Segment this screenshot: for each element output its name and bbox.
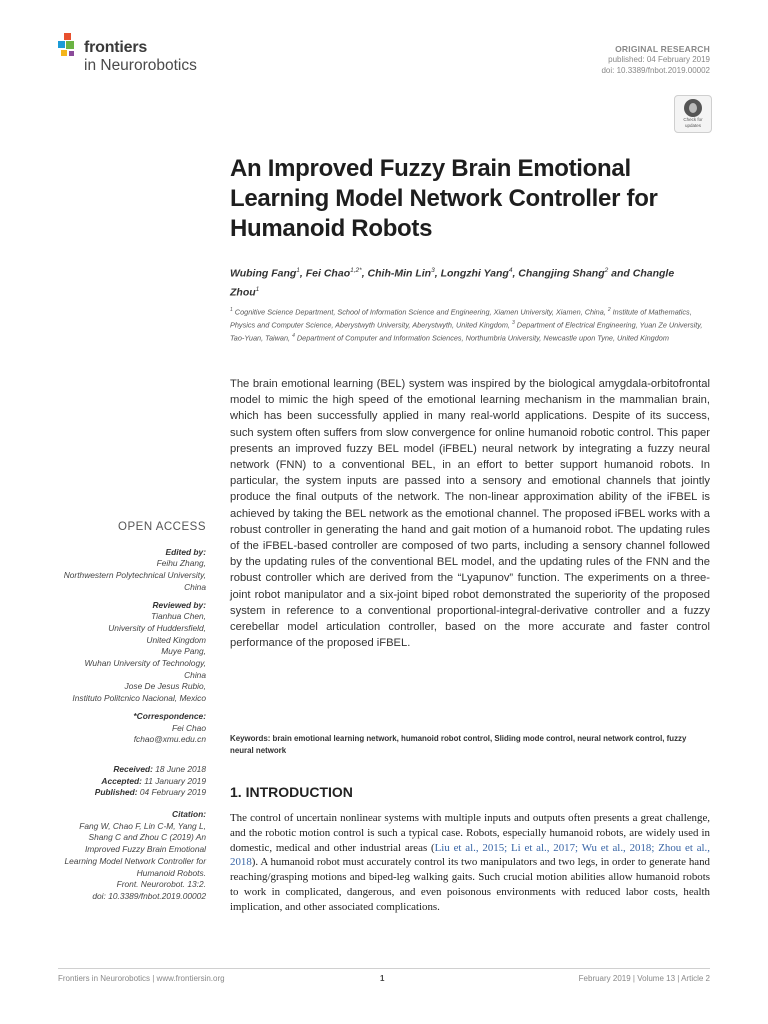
sidebar-line: Feihu Zhang, (156, 558, 206, 569)
sidebar-line: Muye Pang, (161, 646, 206, 657)
citation-link[interactable]: Liu et al., 2015; Li et al., 2017; Wu et al., 2018; Zhou et al., 2018 (230, 841, 710, 869)
check-updates-label: Check for updates (683, 117, 703, 128)
author-name[interactable]: Changle Zhou (230, 267, 675, 298)
author-affil-ref: 4 (508, 267, 513, 274)
footer-journal-link[interactable]: Frontiers in Neurorobotics | www.frontiersin.org (58, 974, 225, 983)
publisher-name: frontiers (84, 39, 148, 56)
received-date: Received: 18 June 2018 (113, 763, 206, 774)
published-date: published: 04 February 2019 (608, 55, 710, 64)
sidebar-line: Tianhua Chen, (151, 611, 206, 622)
open-access-label: OPEN ACCESS (118, 521, 206, 533)
sidebar-line: doi: 10.3389/fnbot.2019.00002 (92, 890, 206, 901)
sidebar-line: Improved Fuzzy Brain Emotional (84, 844, 206, 855)
author-affil-ref: 2 (604, 267, 609, 274)
correspondence-label: *Correspondence: (133, 710, 206, 721)
journal-name: in Neurorobotics (84, 57, 197, 74)
author-name[interactable]: Wubing Fang (230, 267, 297, 280)
dates (44, 764, 206, 799)
footer-divider (58, 968, 710, 969)
keywords: Keywords: brain emotional learning network, humanoid robot control, Sliding mode control, neural network control, fuzzy neural network (230, 734, 687, 755)
affil-number: 2 (607, 307, 611, 313)
author-name[interactable]: Longzhi Yang (440, 267, 509, 280)
sidebar-line: fchao@xmu.edu.cn (133, 734, 206, 745)
published-date-sidebar: Published: 04 February 2019 (94, 787, 206, 798)
author-list: Wubing Fang$^1$, Fei Chao$^{1,2*}$, Chih-Min Lin$^3$, Longzhi Yang$^4$, Changjing Shang$^2$ and Changle Zhou$^1$ (230, 267, 675, 298)
citation (44, 821, 206, 903)
abstract: The brain emotional learning (BEL) system was inspired by the biological amygdala-orbitofrontal model to mimic the high speed of the emotional learning mechanism in the mammalian brain, which has been successfully applied in many real-world applications. Despite of its success, such system often suffers from slow convergence for online humanoid robotic control. This paper presents an improved fuzzy BEL model (iFBEL) neural network by integrating a fuzzy neural network (FNN) to a conventional BEL, in an effort to better support humanoid robots. In particular, the system inputs are passed into a sensory and emotional channels that jointly produce the final outputs of the network. The non-linear approximation ability of the iFBEL is achieved by taking the BEL network as the emotional channel. The proposed iFBEL works with a robust controller in generating the hand and gait motion of a humanoid robot. The updating rules of the iFBEL-based controller are composed of two parts, including a sensory channel followed by the updating rules of the conventional BEL model, and the updating rules of the FNN and the robust controller which are derived from the “Lyapunov” function. The experiments on a three-joint robot manipulator and a six-joint biped robot demonstrated the superiority of the proposed system in reference to a conventional proportional-integral-derivative controller and a fuzzy cerebellar model articulation controller, based on the more accurate and faster control performance of the proposed iFBEL. (230, 378, 710, 650)
article-type: ORIGINAL RESEARCH (615, 44, 710, 54)
sidebar-line: Fei Chao (172, 722, 206, 733)
edited-by-label: Edited by: (165, 546, 206, 557)
sidebar-line: Front. Neurorobot. 13:2. (116, 879, 206, 890)
author-name[interactable]: Fei Chao (305, 267, 351, 280)
sidebar-line: Fang W, Chao F, Lin C-M, Yang L, (79, 820, 206, 831)
sidebar-line: Jose De Jesus Rubio, (124, 681, 206, 692)
sidebar-line: United Kingdom (146, 634, 206, 645)
affiliations (230, 305, 712, 345)
check-for-updates-button[interactable] (674, 95, 712, 133)
sidebar (44, 522, 206, 903)
check-updates-icon (684, 99, 702, 117)
sidebar-line: Learning Model Network Controller for (64, 855, 206, 866)
sidebar-line: Instituto Politcnico Nacional, Mexico (72, 693, 206, 704)
author-affil-ref: 1 (255, 285, 260, 293)
affil-number: 1 (230, 307, 233, 313)
affil-text: Department of Computer and Information Sciences, Northumbria University, Newcastle upon Tyne, United Kingdom (294, 333, 669, 343)
sidebar-line: Wuhan University of Technology, (84, 658, 206, 669)
affil-text: Cognitive Science Department, School of Information Science and Engineering, Xiamen University, Xiamen, China, (232, 307, 608, 317)
reviewed-by-label: Reviewed by: (152, 599, 206, 610)
affil-number: 4 (292, 333, 295, 340)
sidebar-line: China (184, 669, 206, 680)
doi: doi: 10.3389/fnbot.2019.00002 (601, 66, 710, 75)
author-affil-ref: 1 (296, 267, 300, 274)
sidebar-line: University of Huddersfield, (108, 622, 206, 633)
author-affil-ref: 1,2* (350, 267, 362, 274)
affil-text: Institute of Mathematics, Physics and Computer Science, Aberystwyth University, Aberystwyth, United Kingdom, (230, 307, 692, 330)
article-title: An Improved Fuzzy Brain Emotional Learning Model Network Controller for Humanoid Robots (230, 155, 658, 242)
sidebar-line: Humanoid Robots. (136, 867, 206, 878)
body-text: The control of uncertain nonlinear systems with multiple inputs and outputs often presents a great challenge, and the robotic motion control is such a typical case. Robots, especially humanoid robots, are widely used in domestic, medical and other industrial areas ( (230, 812, 710, 854)
frontiers-logo-icon (58, 33, 82, 61)
footer-volume-info: February 2019 | Volume 13 | Article 2 (578, 974, 710, 983)
journal-logo (58, 33, 258, 83)
sidebar-line: Northwestern Polytechnical University, (63, 570, 206, 581)
affil-text: Department of Electrical Engineering, Yuan Ze University, Tao-Yuan, Taiwan, (230, 320, 703, 343)
citation-label: Citation: (172, 809, 206, 820)
author-affil-ref: 3 (431, 267, 435, 274)
accepted-date: Accepted: 11 January 2019 (101, 775, 206, 786)
affil-number: 3 (512, 320, 515, 327)
author-name[interactable]: Chih-Min Lin (367, 267, 432, 280)
sidebar-line: China (184, 581, 206, 592)
editors (44, 558, 206, 593)
correspondence (44, 723, 206, 746)
section-heading: 1. INTRODUCTION (230, 784, 353, 800)
intro-paragraph (230, 811, 710, 915)
body-text: ). A humanoid robot must accurately control its two manipulators and two legs, in order to generate hand reaching/grasping motions and biped-leg walking gaits. Such crucial motion abilities allow humanoid robots to work in complicated, dangerous, and even poisonous environments with reduced labor costs, health implication, and other associated complications. (230, 856, 710, 913)
sidebar-line: Shang C and Zhou C (2019) An (88, 832, 206, 843)
author-name[interactable]: Changjing Shang (518, 267, 605, 280)
article-meta (450, 44, 710, 76)
reviewers (44, 611, 206, 705)
page-number: 1 (380, 974, 385, 983)
